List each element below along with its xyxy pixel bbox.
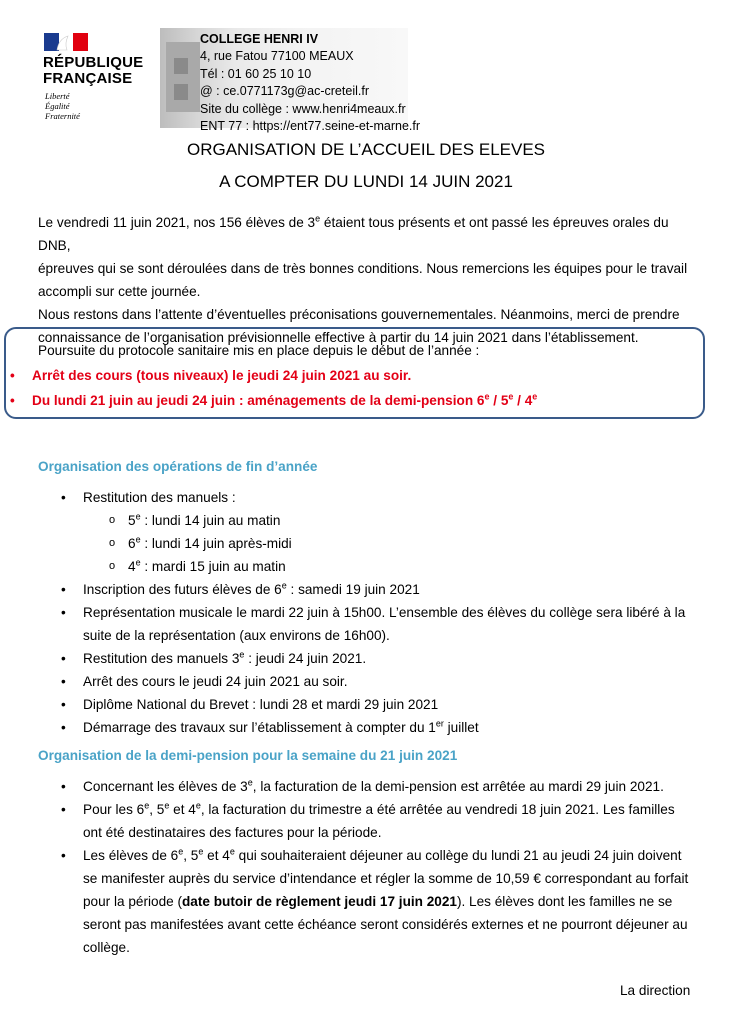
republique-francaise-logo [43,55,143,87]
motto-liberte: Liberté [45,91,70,101]
list-item: • Concernant les élèves de 3e, la facturation de la demi-pension est arrêtée au mardi 29 juin 2021. [61,777,664,794]
logo-line1: RÉPUBLIQUE [43,54,144,71]
intro-line1: Le vendredi 11 juin 2021, nos 156 élèves de 3e étaient tous présents et ont passé les épreuves orales du DNB, [38,213,669,253]
list-item: • Diplôme National du Brevet : lundi 28 et mardi 29 juin 2021 [61,697,439,712]
page-title-line1: ORGANISATION DE L’ACCUEIL DES ELEVES [186,140,546,159]
list-item: • Arrêt des cours le jeudi 24 juin 2021 au soir. [61,674,348,689]
school-address: 4, rue Fatou 77100 MEAUX [200,49,354,64]
school-name: COLLEGE HENRI IV [200,32,319,46]
intro-line4: Nous restons dans l’attente d’éventuelles préconisations gouvernementales. Néanmoins, merci de prendre [38,307,680,322]
page-title-line2: A COMPTER DU LUNDI 14 JUIN 2021 [219,172,513,191]
intro-line5: connaissance de l’organisation prévisionnelle effective à partir du 14 juin 2021 dans l’établissement. [38,330,639,345]
list-item: • Pour les 6e, 5e et 4e, la facturation du trimestre a été arrêtée au vendredi 18 juin 2021. Les familles ont été destinataires des factures pour la période. [61,800,675,840]
signature: La direction [620,983,691,998]
school-website: Site du collège : www.henri4meaux.fr [200,101,406,116]
sub-list-item: o 4e : mardi 15 juin au matin [109,557,286,574]
red-notice-2: • Du lundi 21 juin au jeudi 24 juin : aménagements de la demi-pension 6e / 5e / 4e [10,391,538,408]
sub-list-item: o 6e : lundi 14 juin après-midi [109,534,292,551]
school-ent-link: ENT 77 : https://ent77.seine-et-marne.fr [200,119,421,134]
motto-egalite: Égalité [45,101,70,111]
red-notice-1: • Arrêt des cours (tous niveaux) le jeudi 24 juin 2021 au soir. [10,368,412,383]
school-email: @ : ce.0771173g@ac-creteil.fr [200,84,369,99]
list-item: • Restitution des manuels 3e : jeudi 24 juin 2021. [61,649,367,666]
protocol-text: Poursuite du protocole sanitaire mis en place depuis le début de l’année : [38,343,480,358]
logo-line2: FRANÇAISE [43,70,133,87]
list-item: • Inscription des futurs élèves de 6e : samedi 19 juin 2021 [61,580,420,597]
motto-fraternite: Fraternité [45,111,80,121]
list-item: • Représentation musicale le mardi 22 juin à 15h00. L’ensemble des élèves du collège sera libéré à la suite de la représentation (aux environs de 16h00). [61,605,686,643]
list-item: • Les élèves de 6e, 5e et 4e qui souhaiteraient déjeuner au collège du lundi 21 au jeudi 24 juin doivent se manifester auprès du service d’intendance et régler la somme de 10,59 € correspondant au forfait pour la période (date butoir de règlement jeudi 17 juin 2021). Les élèves dont les familles ne se seront pas manifestées avant cette échéance seront considérés externes et ne pourront déjeuner au collège. [61,846,689,955]
logo-motto [45,91,80,121]
marianne-flag-icon [44,33,88,51]
section-heading-demi-pension: Organisation de la demi-pension pour la semaine du 21 juin 2021 [38,748,458,763]
intro-line3: accompli sur cette journée. [38,284,201,299]
school-phone: Tél : 01 60 25 10 10 [200,66,312,81]
sub-list-item: o 5e : lundi 14 juin au matin [109,511,281,528]
deadline-text: date butoir de règlement jeudi 17 juin 2021 [182,894,457,909]
list-item: • Restitution des manuels : [61,490,236,505]
school-info [200,31,420,135]
intro-line2: épreuves qui se sont déroulées dans de très bonnes conditions. Nous remercions les équipes pour le travail [38,261,688,276]
list-item: • Démarrage des travaux sur l’établissement à compter du 1er juillet [61,718,479,735]
section-heading-fin-annee: Organisation des opérations de fin d’année [38,459,318,474]
